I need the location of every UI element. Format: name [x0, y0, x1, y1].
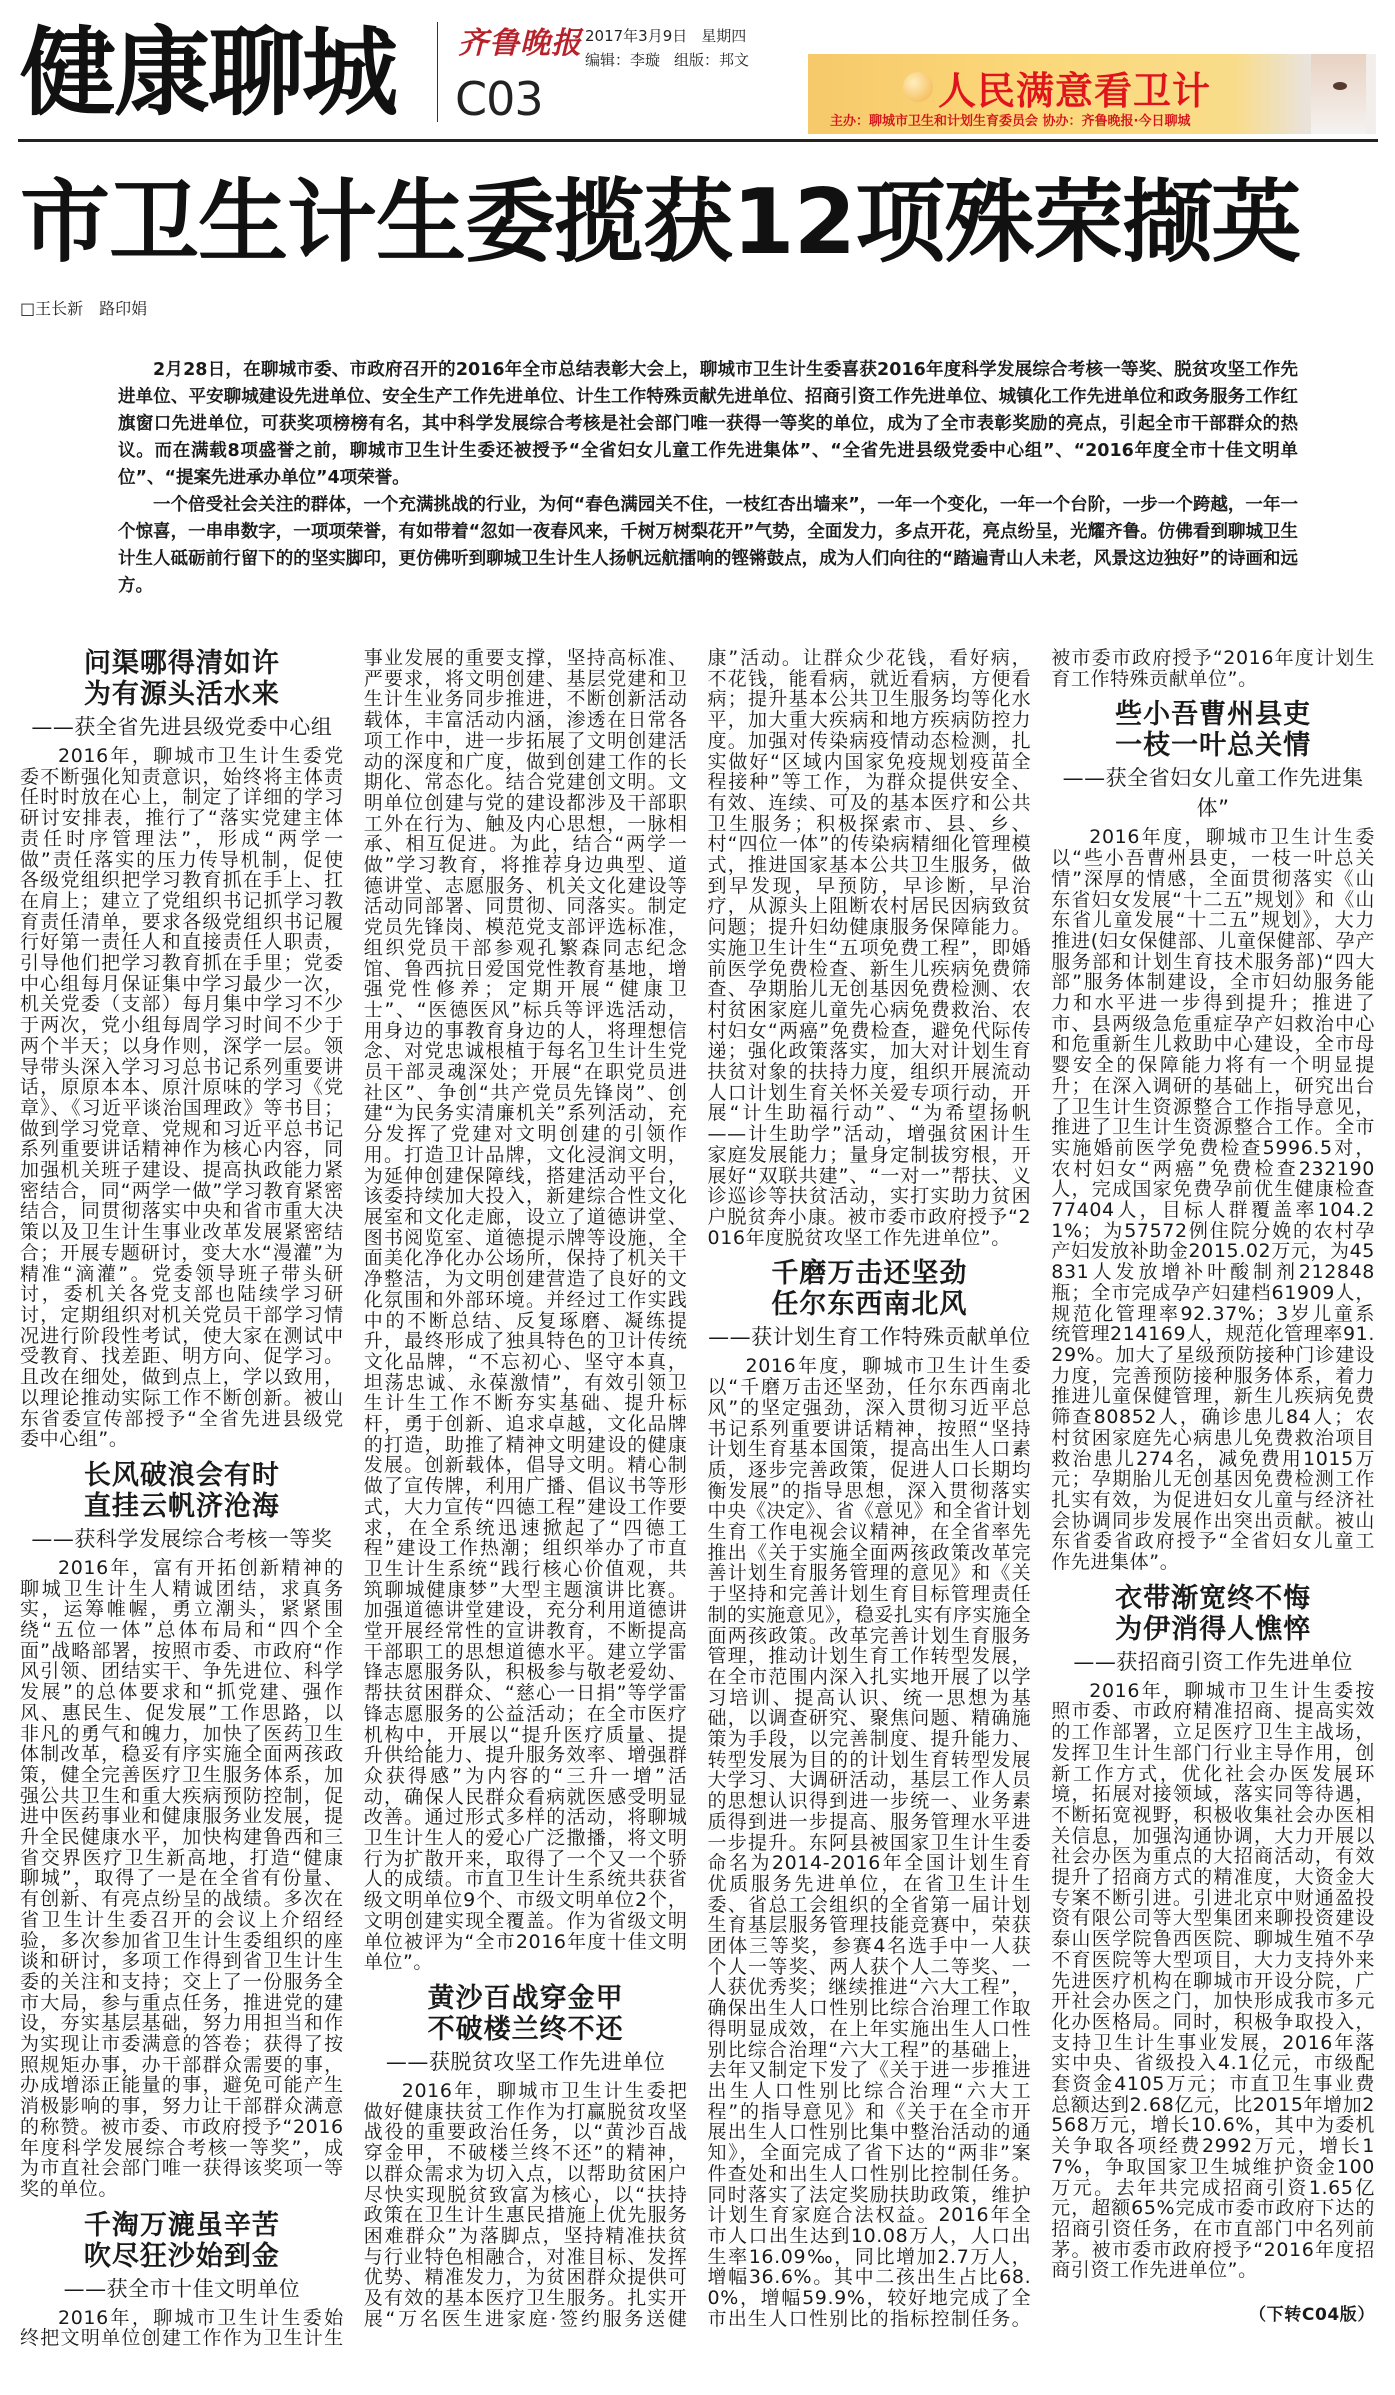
issue-weekday: 星期四 [701, 27, 747, 45]
section-body: 2016年度，聊城市卫生计生委以“些小吾曹州县吏，一枝一叶总关情”深厚的情感，全面贯彻落实《山东省妇女发展“十二五”规划》和《山东省儿童发展“十二五”规划》，大力推进(妇女保健部、儿童保健部、孕产服务部和计划生育技术服务部)“四大部”服务体制建设，全市妇幼服务能力和水平进一步得到提升；推进了市、县两级急危重症孕产妇救治中心和危重新生儿救助中心建设，全市母婴安全的保障能力将有一个明显提升；在深入调研的基础上，研究出台了卫生计生资源整合工作指导意见，推进了卫生计生资源整合工作。全市实施婚前医学免费检查5996.5对，农村妇女“两癌”免费检查232190人，完成国家免费孕前优生健康检查 77404人，目标人群覆盖率104.21%；为57572例住院分娩的农村孕产妇发放补助金2015.02万元，为45831人发放增补叶酸制剂212848瓶；全市完成孕产妇建档61909人，规范化管理率92.37%；3岁儿童系统管理214169人，规范化管理率91.29%。加大了星级预防接种门诊建设力度，完善预防接种服务体系，着力推进儿童保健管理，新生儿疾病免费筛查80852人，确诊患儿84人；农村贫困家庭先心病患儿免费救治项目救治患儿274名，减免费用1015万元；孕期胎儿无创基因免费检测工作扎实有效，为促进妇女儿童与经济社会协调同步发展作出突出贡献。被山东省委省政府授予“全省妇女儿童工作先进集体”。 [1051, 826, 1395, 1574]
section-title [1051, 699, 1375, 761]
section-body: 2016年，富有开拓创新精神的聊城卫生计生人精诚团结，求真务实，运筹帷幄，勇立潮头，紧紧围绕“五位一体”总体布局和“四个全面”战略部署，按照市委、市政府“作风引领、团结实干、争先进位、科学发展”的总体要求和“抓党建、强作风、惠民生、促发展”工作思路，以非凡的勇气和魄力，加快了医药卫生体制改革，稳妥有序实施全面两孩政策，健全完善医疗卫生服务体系，加强公共卫生和重大疾病预防控制，促进中医药事业和健康服务业发展，提升全民健康水平，加快构建鲁西和三省交界医疗卫生新高地，打造“健康聊城”，取得了一是在全省有份量、有创新、有亮点纷呈的战绩。多次在省卫生计生委召开的会议上介绍经验，多次参加省卫生计生委组织的座谈和研讨，多项工作得到省卫生计生委的关注和支持；交上了一份服务全市大局，参与重点任务，推进党的建设，夯实基层基础，努力用担当和作为实现让市委满意的答卷；获得了按照规矩办事，办干部群众需要的事，办成增添正能量的事，避免可能产生消极影响的事，努力让干部群众满意的称赞。被市委、市政府授予“2016年度科学发展综合考核一等奖”，成为市直社会部门唯一获得该奖项一等奖的单位。 [20, 1556, 344, 2200]
layout-credit: 组版：邦文 [674, 51, 750, 69]
section-subtitle: ——获招商引资工作先进单位 [1073, 1649, 1353, 1674]
section-title [1051, 1583, 1375, 1645]
section-body: 2016年，聊城市卫生计生委始终把文明单位创建工作作为卫生计生事业发展的重要支撑，坚持高标准、严要求，将文明创建、基层党建和卫生计生业务同步推进，不断创新活动载体，丰富活动内涵，渗透在日常各项工作中，进一步拓展了文明创建活动的深度和广度，做到创建工作的长期化、常态化。结合党建创文明。文明单位创建与党的建设都涉及干部职工外在行为、触及内心思想，一脉相承、相互促进。为此，结合“两学一做”学习教育，将推荐身边典型、道德讲堂、志愿服务、机关文化建设等活动同部署、同贯彻、同落实。制定党员先锋岗、模范党支部评选标准，组织党员干部参观孔繁森同志纪念馆、鲁西抗日爱国党性教育基地，增强党性修养；定期开展“健康卫士”、“医德医风”标兵等评选活动，用身边的事教育身边的人，将理想信念、对党忠诚根植于每名卫生计生党员干部灵魂深处；开展“在职党员进社区”、争创“共产党员先锋岗”、创建“为民务实清廉机关”系列活动，充分发挥了党建对文明创建的引领作用。打造卫计品牌，文化浸润文明，为延伸创建保障线，搭建活动平台，该委持续加大投入，新建综合性文化展室和文化走廊，设立了道德讲堂、图书阅览室、道德提示牌等设施，全面美化净化办公场所，保持了机关干净整洁，为文明创建营造了良好的文化氛围和外部环境。并经过工作实践中的不断总结、反复琢磨、凝练提升，最终形成了独具特色的卫计传统文化品牌，“不忘初心、坚守本真，坦荡忠诚、永葆激情”，有效引领卫生计生工作不断夯实基础、提升标杆，勇于创新、追求卓越，文化品牌的打造，助推了精神文明建设的健康发展。创新载体，倡导文明。精心制做了宣传牌，利用广播、倡议书等形式，大力宣传“四德工程”建设工作要求，在全系统迅速掀起了“四德工程”建设工作热潮；组织举办了市直卫生计生系统“践行核心价值观，共筑聊城健康梦”大型主题演讲比赛。加强道德讲堂建设，充分利用道德讲堂开展经常性的宣讲教育，不断提高干部职工的思想道德水平。建立学雷锋志愿服务队，积极参与敬老爱幼、帮扶贫困群众、“慈心一日捐”等学雷锋志愿服务的公益活动；在全市医疗机构中，开展以“提升医疗质量、提升供给能力、提升服务效率、增强群众获得感”为内容的“三升一增”活动，确保人民群众看病就医感受明显改善。通过形式多样的活动，将聊城卫生计生人的爱心广泛撒播，将文明行为扩散开来，取得了一个又一个骄人的成绩。市直卫生计生系统共获省级文明单位9个、市级文明单位2个，文明创建实现全覆盖。作为省级文明单位被评为“全市2016年度十佳文明单位”。 [20, 647, 688, 2350]
section-title [20, 2210, 344, 2272]
section-investment [1051, 1583, 1375, 2281]
section-title [708, 1258, 1032, 1320]
title-line: 衣带渐宽终不悔 [1115, 1582, 1312, 1614]
section-science-development [20, 1460, 344, 2200]
column-banner [808, 54, 1376, 134]
section-body: 2016年，聊城市卫生计生委按照市委、市政府精准招商、提高实效的工作部署，立足医疗卫生主战场，发挥卫生计生部门行业主导作用，创新工作方式，优化社会办医发展环境，拓展对接领域，落实同等待遇，不断拓宽视野，积极收集社会办医相关信息，加强沟通协调，大力开展以社会办医为重点的大招商活动，有效提升了招商方式的精准度，大资金大专案不断引进。引进北京中财通盈投资有限公司等大型集团来聊投资建设泰山医学院鲁西医院、聊城生殖不孕不育医院等大型项目，大力支持外来先进医疗机构在聊城市开设分院，广开社会办医之门，加快形成我市多元化办医格局。同时，积极争取投入，支持卫生计生事业发展，2016年落实中央、省级投入4.1亿元，市级配套资金4105万元；市直卫生事业费总额达到2.68亿元，比2015年增加2568万元，增长10.6%，其中为委机关争取各项经费2992万元，增长17%，争取国家卫生城维护资金100万元。去年共完成招商引资1.65亿元，超额65%完成市委市政府下达的招商引资任务，在市直部门中名列前茅。被市委市政府授予“2016年度招商引资工作先进单位”。 [1051, 1679, 1375, 2282]
issue-meta [585, 24, 763, 72]
section-subtitle: ——获计划生育工作特殊贡献单位 [708, 1325, 1031, 1350]
paper-logo: 齐鲁晚报 [458, 26, 582, 61]
article-byline: □王长新 路印娟 [20, 299, 148, 318]
section-subtitle: ——获全省先进县级党委中心组 [31, 715, 333, 739]
page-number: C03 [455, 72, 543, 126]
section-title [20, 648, 344, 710]
decorative-orb-icon [903, 72, 933, 102]
title-line: 千淘万漉虽辛苦 [83, 2209, 280, 2241]
title-line: 不破楼兰终不还 [427, 2014, 624, 2045]
issue-date: 2017年3月9日 [585, 27, 688, 45]
lead-paragraph: 一个倍受社会关注的群体，一个充满挑战的行业，为何“春色满园关不住，一枝红杏出墙来”，一年一个变化，一年一个台阶，一步一个跨越，一年一个惊喜，一串串数字，一项项荣誉，有如带着“忽如一夜春风来，千树万树梨花开”气势，全面发力，多点开花，亮点纷呈，光耀齐鲁。仿佛看到聊城卫生计生人砥砺前行留下的的坚实脚印，更仿佛听到聊城卫生计生人扬帆远航擂响的铿锵鼓点，成为人们向往的“踏遍青山人未老，风景这边独好”的诗画和远方。 [118, 495, 1298, 596]
banner-sponsors: 主办：聊城市卫生和计划生育委员会 协办：齐鲁晚报·今日聊城 [830, 114, 1191, 129]
masthead-divider [437, 22, 438, 122]
section-subtitle: ——获全市十佳文明单位 [63, 2276, 301, 2301]
article-body-columns [20, 647, 1395, 2350]
title-line: 为伊消得人憔悴 [1115, 1613, 1312, 1645]
section-title [364, 1983, 688, 2045]
title-line: 长风破浪会有时 [83, 1459, 280, 1491]
section-title [20, 1460, 344, 1522]
section-body: 2016年，聊城市卫生计生委把做好健康扶贫工作作为打赢脱贫攻坚战役的重要政治任务，以“黄沙百战穿金甲，不破楼兰终不还”的精神，以群众需求为切入点，以帮助贫困户尽快实现脱贫致富为核心，以“扶持政策在卫生计生惠民措施上优先服务困难群众”为落脚点，坚持精准扶贫与行业特色相融合，对准目标、发挥优势、精准发力，为贫困群众提供可及有效的基本医疗卫生服务。扎实开展“万名医生进家庭·签约服务送健康”活动。让群众少花钱，看好病，不花钱，能看病，就近看病，方便看病；提升基本公共卫生服务均等化水平，加大重大疾病和地方疾病防控力度。加强对传染病疫情动态检测，扎实做好“区域内国家免疫规划疫苗全程接种”等工作，为群众提供安全、有效、连续、可及的基本医疗和公共卫生服务；积极探索市、县、乡、村“四位一体”的传染病精细化管理模式，推进国家基本公共卫生服务，做到早发现，早预防，早诊断，早治疗，从源头上阻断农村居民因病致贫问题；提升妇幼健康服务保障能力。实施卫生计生“五项免费工程”，即婚前医学免费检查、新生儿疾病免费筛查、孕期胎儿无创基因免费检测、农村贫困家庭儿童先心病免费救治、农村妇女“两癌”免费检查，避免代际传递；强化政策落实，加大对计划生育扶贫对象的扶持力度，组织开展流动人口计划生育关怀关爱专项行动，开展“计生助福行动”、“为希望扬帆——计生助学”活动，增强贫困计生家庭发展能力；量身定制拔穷根，开展好“双联共建”、“一对一”帮扶、义诊巡诊等扶贫活动，实打实助力贫困户脱贫奔小康。被市委市政府授予“2016年度脱贫攻坚工作先进单位”。 [363, 647, 1032, 2330]
doctor-photo [1311, 54, 1366, 134]
header-rule [18, 139, 1378, 142]
title-line: 直挂云帆济沧海 [83, 1490, 280, 1522]
lead-paragraph: 2月28日，在聊城市委、市政府召开的2016年全市总结表彰大会上，聊城市卫生计生委喜获2016年度科学发展综合考核一等奖、脱贫攻坚工作先进单位、平安聊城建设先进单位、安全生产工作先进单位、计生工作特殊贡献先进单位、招商引资工作先进单位、城镇化工作先进单位和政务服务工作红旗窗口先进单位，可获奖项榜榜有名，其中科学发展综合考核是社会部门唯一获得一等奖的单位，成为了全市表彰奖励的亮点，引起全市干部群众的热议。而在满载8项盛誉之前，聊城市卫生计生委还被授予“全省妇女儿童工作先进集体”、“全省先进县级党委中心组”、“2016年度全市十佳文明单位”、“提案先进承办单位”4项荣誉。 [118, 360, 1298, 488]
title-line: 为有源头活水来 [83, 679, 280, 710]
title-line: 任尔东西南北风 [771, 1289, 968, 1321]
title-line: 吹尽狂沙始到金 [83, 2240, 280, 2272]
article-headline: 市卫生计生委揽获12项殊荣撷英 [20, 170, 1301, 275]
section-subtitle: ——获科学发展综合考核一等奖 [31, 1526, 333, 1551]
section-body: 2016年，聊城市卫生计生委党委不断强化知责意识，始终将主体责任时时放在心上，制定了详细的学习研讨安排表，推行了“落实党建主体责任时序管理法”，形成“两学一做”责任落实的压力传导机制，促使各级党组织把学习教育抓在手上、扛在肩上；建立了党组织书记抓学习教育责任清单，要求各级党组织书记履行好第一责任人和直接责任人职责，引导他们把学习教育抓在手里；党委中心组每月保证集中学习最少一次，机关党委（支部）每月集中学习不少于两次，党小组每周学习时间不少于两个半天；以身作则，深学一层。领导带头深入学习习总书记系列重要讲话，原原本本、原汁原味的学习《党章》、《习近平谈治国理政》等书目；做到学习党章、党规和习近平总书记系列重要讲话精神作为核心内容，同加强机关班子建设、提高执政能力紧密结合，同“两学一做”学习教育紧密结合，同贯彻落实中央和省市重大决策以及卫生计生事业改革发展紧密结合；开展专题研讨，变大水“漫灌”为精准“滴灌”。党委领导班子带头研讨，委机关各党支部也陆续学习研讨，定期组织对机关党员干部学习情况进行阶段性考试，使大家在测试中受教育、找差距、明方向、促学习。且改在细处，做到点上，学以致用，以理论推动实际工作不断创新。被山东省委宣传部授予“全省先进县级党委中心组”。 [20, 745, 344, 1451]
title-line: 一枝一叶总关情 [1115, 730, 1312, 762]
section-party-committee [20, 648, 344, 1450]
title-line: 千磨万击还坚劲 [771, 1258, 968, 1290]
title-line: 黄沙百战穿金甲 [427, 1983, 624, 2014]
continued-on-page-link[interactable]: （下转C04版） [1249, 2305, 1375, 2326]
banner-title: 人民满意看卫计 [938, 69, 1212, 113]
section-body: 2016年度，聊城市卫生计生委以“千磨万击还坚劲，任尔东西南北风”的坚定强劲，深入贯彻习近平总书记系列重要讲话精神，按照“坚持计划生育基本国策，提高出生人口素质，逐步完善政策，促进人口长期均衡发展”的指导思想，深入贯彻落实中央《决定》、省《意见》和全省计划生育工作电视会议精神，在全省率先推出《关于实施全面两孩政策改革完善计划生育服务管理的意见》和《关于坚持和完善计划生育目标管理责任制的实施意见》，稳妥扎实有序实施全面两孩政策。改革完善计划生育服务管理，推动计划生育工作转型发展，在全市范围内深入扎实地开展了以学习培训、提高认识、统一思想为基础，以调查研究、聚焦问题、精确施策为手段，以完善制度、提升能力、转型发展为目的的计划生育转型发展大学习、大调研活动，基层工作人员的思想认识得到进一步统一、业务素质得到进一步提高、服务管理水平进一步提升。东阿县被国家卫生计生委命名为2014-2016年全国计划生育优质服务先进单位，在省卫生计生委、省总工会组织的全省第一届计划生育基层服务管理技能竞赛中，荣获团体三等奖，参赛4名选手中一人获个人一等奖、两人获个人二等奖、一人获优秀奖；继续推进“六大工程”，确保出生人口性别比综合治理工作取得明显成效，在上年实施出生人口性别比综合治理“六大工程”的基础上，去年又制定下发了《关于进一步推进出生人口性别比综合治理“六大工程”的指导意见》和《关于在全市开展出生人口性别比集中整治活动的通知》，全面完成了省下达的“两非”案件查处和出生人口性别比控制任务。同时落实了法定奖励扶助政策，维护计划生育家庭合法权益。2016年全市人口出生达到10.08万人，人口出生率16.09‰，同比增加2.7万人，增幅36.6%。其中二孩出生占比68.0%，增幅59.9%，较好地完成了全市出生人口性别比的指标控制任务。被市委市政府授予“2016年度计划生育工作特殊贡献单位”。 [707, 647, 1375, 2330]
masthead-section-title: 健康聊城 [20, 17, 396, 129]
title-line: 问渠哪得清如许 [83, 648, 280, 679]
editor-credit: 编辑：李璇 [585, 51, 661, 69]
article-lead [118, 357, 1298, 600]
section-subtitle: ——获脱贫攻坚工作先进单位 [385, 2050, 666, 2074]
section-subtitle: ——获全省妇女儿童工作先进集体” [1062, 766, 1364, 821]
section-women-children [1051, 699, 1395, 1574]
title-line: 些小吾曹州县吏 [1115, 699, 1312, 731]
